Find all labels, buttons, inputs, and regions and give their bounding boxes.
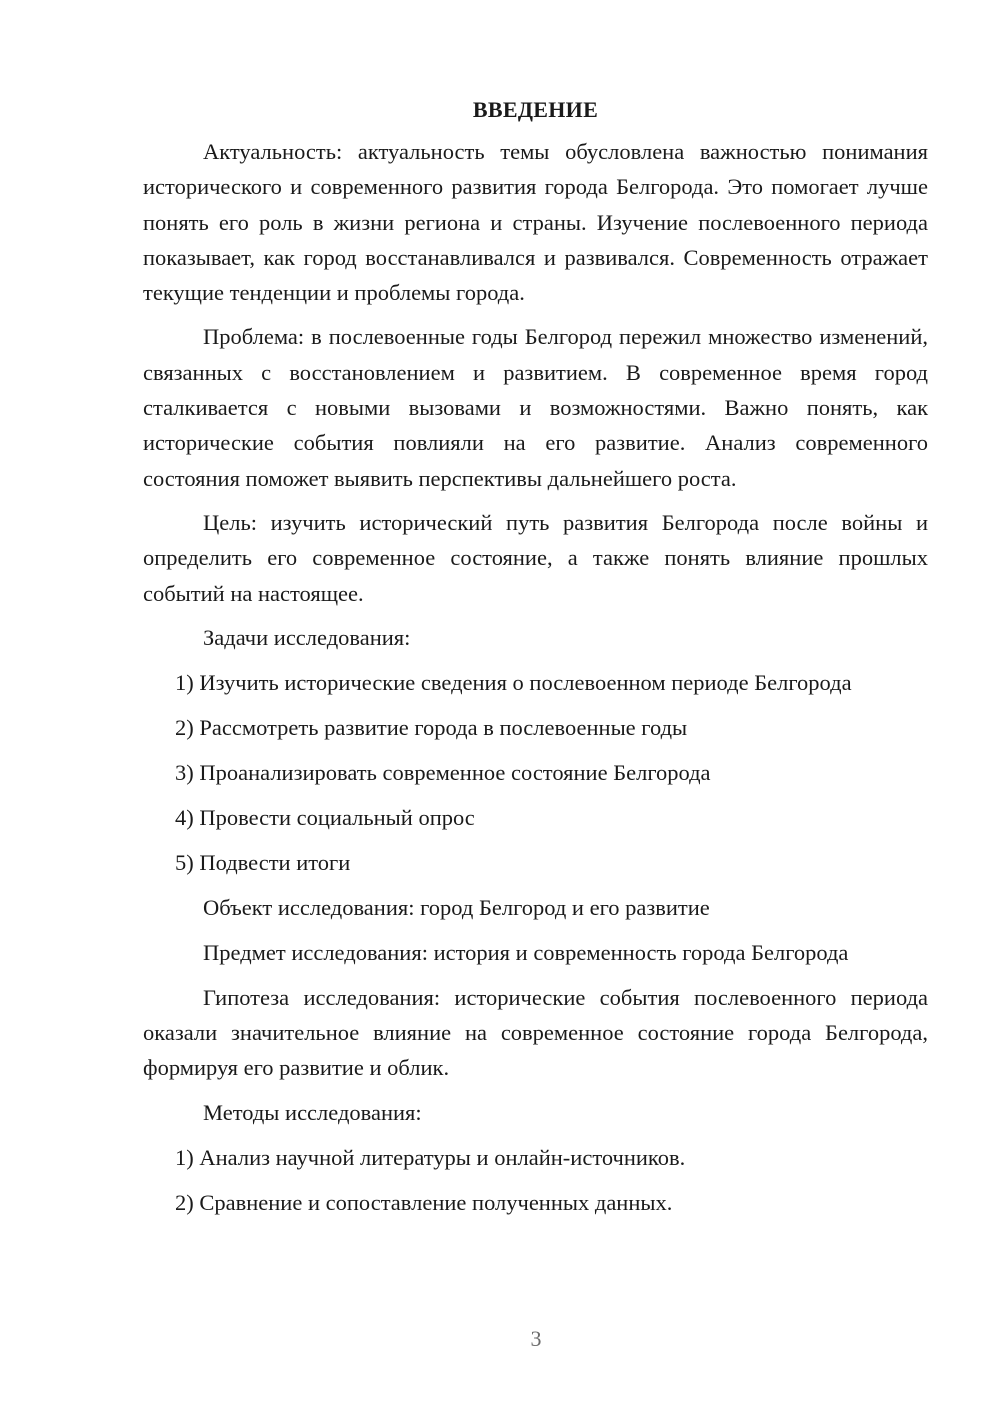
list-item-task-1: 1) Изучить исторические сведения о послевоенном периоде Белгорода	[175, 669, 852, 695]
list-item-method-1: 1) Анализ научной литературы и онлайн-источников.	[175, 1144, 686, 1170]
research-object: Объект исследования: город Белгород и его развитие	[203, 894, 710, 920]
paragraph-hypothesis: Гипотеза исследования: исторические события послевоенного периода оказали значительное влияние на современное состояние города Белгорода, формируя его развитие и облик.	[143, 984, 928, 1081]
methods-heading: Методы исследования:	[203, 1099, 422, 1125]
list-item-task-4: 4) Провести социальный опрос	[175, 804, 475, 830]
list-item-task-5: 5) Подвести итоги	[175, 849, 351, 875]
tasks-heading: Задачи исследования:	[203, 624, 411, 650]
paragraph-goal: Цель: изучить исторический путь развития Белгорода после войны и определить его современное состояние, а также понять влияние прошлых событий на настоящее.	[143, 509, 928, 606]
section-title: ВВЕДЕНИЕ	[472, 97, 599, 122]
list-item-task-2: 2) Рассмотреть развитие города в послевоенные годы	[175, 714, 688, 740]
paragraph-relevance: Актуальность: актуальность темы обусловлена важностью понимания исторического и современного развития города Белгорода. Это помогает лучше понять его роль в жизни региона и страны. Изучение послевоенного периода показывает, как город восстанавливался и развивался. Современность отражает текущие тенденции и проблемы города.	[143, 139, 928, 306]
list-item-method-2: 2) Сравнение и сопоставление полученных данных.	[175, 1189, 673, 1215]
paragraph-problem: Проблема: в послевоенные годы Белгород пережил множество изменений, связанных с восстановлением и развитием. В современное время город сталкивается с новыми вызовами и возможностями. Важно понять, как исторические события повлияли на его развитие. Анализ современного состояния поможет выявить перспективы дальнейшего роста.	[143, 324, 928, 491]
page-number: 3	[530, 1326, 542, 1351]
list-item-task-3: 3) Проанализировать современное состояние Белгорода	[175, 759, 711, 785]
research-subject: Предмет исследования: история и современность города Белгорода	[203, 939, 849, 965]
document-page	[143, 92, 928, 1230]
